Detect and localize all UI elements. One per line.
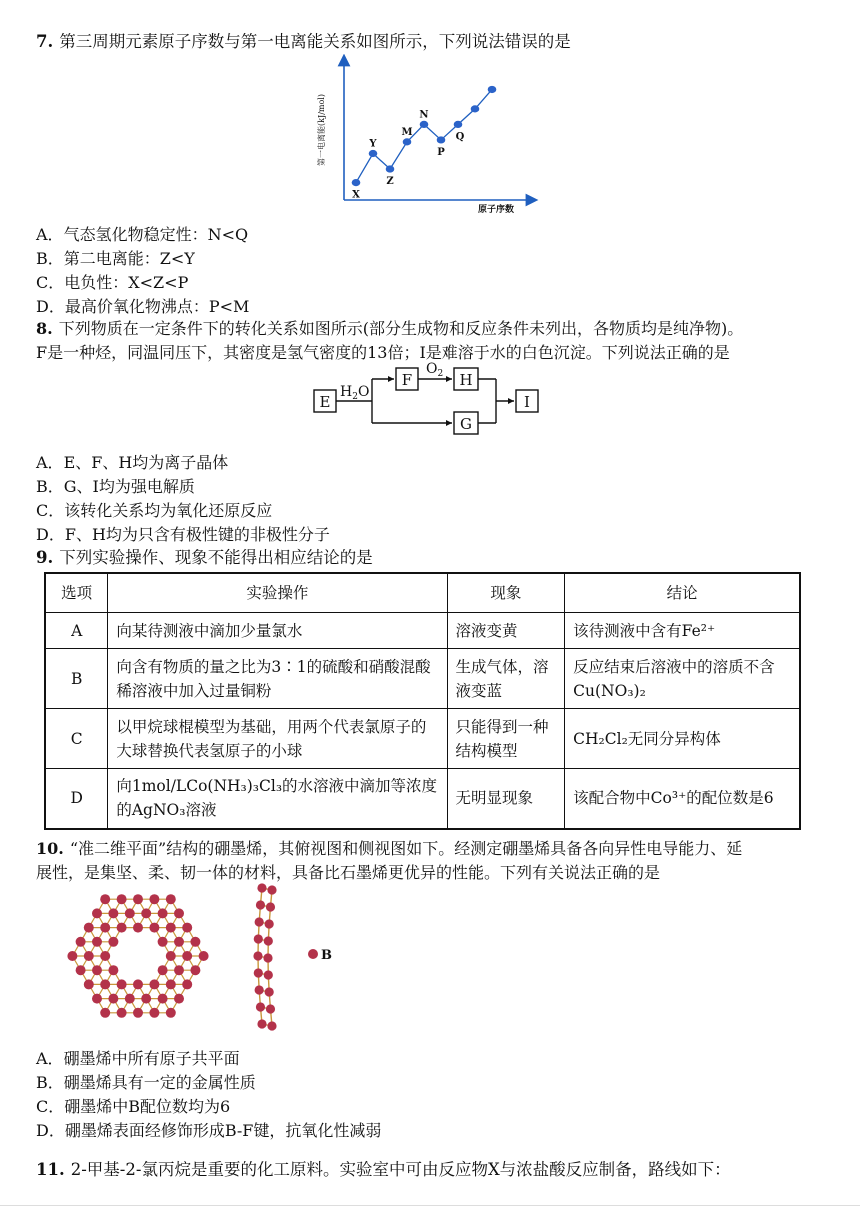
q7-option-a[interactable]: A．气态氢化物稳定性：N<Q xyxy=(36,225,249,244)
question-8-stem-line1: 8. 下列物质在一定条件下的转化关系如图所示(部分生成物和反应条件未列出，各物质均是纯净物)。 xyxy=(36,319,744,338)
atom xyxy=(182,951,192,961)
page-bottom-edge xyxy=(0,1205,860,1206)
atom xyxy=(158,937,168,947)
table-row: C 以甲烷球棍模型为基础，用两个代表氯原子的大球替换代表氢原子的小球 只能得到一种结构模型 CH₂Cl₂无同分异构体 xyxy=(45,709,800,769)
atom xyxy=(100,923,110,933)
atom xyxy=(174,937,184,947)
experiment-table xyxy=(44,572,801,830)
chart-series xyxy=(352,86,497,201)
atom xyxy=(158,994,168,1004)
atom xyxy=(264,936,273,945)
atom xyxy=(255,985,264,994)
atom xyxy=(264,970,273,979)
atom xyxy=(174,965,184,975)
q7-option-b[interactable]: B．第二电离能：Z<Y xyxy=(36,249,195,268)
atom xyxy=(265,987,274,996)
q10-option-a[interactable]: A．硼墨烯中所有原子共平面 xyxy=(36,1049,240,1068)
atom xyxy=(253,951,262,960)
atom xyxy=(149,923,159,933)
q10-option-d[interactable]: D．硼墨烯表面经修饰形成B-F键，抗氧化性减弱 xyxy=(36,1121,382,1140)
atom xyxy=(100,1008,110,1018)
label-g: G xyxy=(460,415,472,433)
table-row: B 向含有物质的量之比为3∶1的硫酸和硝酸混酸稀溶液中加入过量铜粉 生成气体，溶液变蓝 反应结束后溶液中的溶质不含Cu(NO₃)₂ xyxy=(45,649,800,709)
atom xyxy=(254,968,263,977)
atom xyxy=(265,919,274,928)
reagent-h2o: $H_2O$ xyxy=(340,384,370,402)
atom xyxy=(149,894,159,904)
question-11-stem: 11. 2-甲基-2-氯丙烷是重要的化工原料。实验室中可由反应物X与浓盐酸反应制备，路线如下： xyxy=(36,1160,731,1179)
y-axis-label: 第一电离能(kJ/mol) xyxy=(317,94,326,166)
atom xyxy=(256,1002,265,1011)
atom xyxy=(141,908,151,918)
boron-atom-icon xyxy=(308,949,318,959)
question-10-stem-line1: 10. “准二维平面”结构的硼墨烯，其俯视图和侧视图如下。经测定硼墨烯具备各向异性电导能力、延 xyxy=(36,839,743,858)
header-conclusion: 结论 xyxy=(565,573,800,613)
atom xyxy=(92,994,102,1004)
atom xyxy=(92,908,102,918)
point-label: Z xyxy=(386,176,394,188)
q8-option-b[interactable]: B．G、I均为强电解质 xyxy=(36,477,195,496)
atom xyxy=(67,951,77,961)
table-header-row xyxy=(45,573,800,613)
label-e: E xyxy=(319,393,331,411)
atom xyxy=(174,994,184,1004)
point-label: M xyxy=(401,126,413,138)
borophene-top-view xyxy=(67,894,208,1018)
atom xyxy=(174,908,184,918)
table-row: D 向1mol/LCo(NH₃)₃Cl₃的水溶液中滴加等浓度的AgNO₃溶液 无明显现象 该配合物中Co³⁺的配位数是6 xyxy=(45,769,800,829)
atom xyxy=(76,937,86,947)
atom xyxy=(92,965,102,975)
atom xyxy=(141,994,151,1004)
data-point xyxy=(488,86,497,93)
atom xyxy=(108,965,118,975)
atom xyxy=(182,923,192,933)
question-10-stem-line2: 展性，是集坚、柔、韧一体的材料，具备比石墨烯更优异的性能。下列有关说法正确的是 xyxy=(36,863,661,882)
atom xyxy=(133,894,143,904)
data-point xyxy=(420,121,429,128)
question-7-stem: 7. 第三周期元素原子序数与第一电离能关系如图所示，下列说法错误的是 xyxy=(36,32,571,51)
reagent-o2: $O_2$ xyxy=(426,361,444,379)
data-point xyxy=(454,121,463,128)
q7-option-c[interactable]: C．电负性：X<Z<P xyxy=(36,273,189,292)
series-line xyxy=(356,89,492,182)
atom xyxy=(190,937,200,947)
label-h: H xyxy=(459,371,473,389)
atom xyxy=(125,908,135,918)
header-operation: 实验操作 xyxy=(108,573,447,613)
x-axis-label: 原子序数 xyxy=(477,205,515,215)
atom xyxy=(84,951,94,961)
atom xyxy=(84,923,94,933)
atom xyxy=(256,900,265,909)
atom xyxy=(108,937,118,947)
atom xyxy=(190,965,200,975)
point-label: Y xyxy=(369,138,377,150)
atom xyxy=(84,979,94,989)
atom xyxy=(125,994,135,1004)
atom xyxy=(257,1019,266,1028)
atom xyxy=(133,1008,143,1018)
label-i: I xyxy=(524,393,530,411)
atom xyxy=(133,979,143,989)
atom xyxy=(254,934,263,943)
atom xyxy=(257,883,266,892)
atom xyxy=(100,894,110,904)
data-point xyxy=(437,136,446,143)
atom xyxy=(266,902,275,911)
atom xyxy=(166,951,176,961)
data-point xyxy=(352,179,361,186)
atom xyxy=(100,951,110,961)
atom xyxy=(117,894,127,904)
legend-b-label: B xyxy=(321,948,332,963)
point-label: N xyxy=(419,109,429,121)
atom xyxy=(255,917,264,926)
atom xyxy=(100,979,110,989)
label-f: F xyxy=(401,371,413,389)
atom xyxy=(149,1008,159,1018)
atom xyxy=(108,908,118,918)
borophene-side-view xyxy=(253,883,276,1030)
data-point xyxy=(471,105,480,112)
atom xyxy=(117,1008,127,1018)
atom xyxy=(166,1008,176,1018)
q7-option-d[interactable]: D．最高价氧化物沸点：P<M xyxy=(36,297,250,316)
q8-option-d[interactable]: D．F、H均为只含有极性键的非极性分子 xyxy=(36,525,330,544)
atom xyxy=(133,923,143,933)
atom xyxy=(199,951,209,961)
atom xyxy=(149,979,159,989)
header-option: 选项 xyxy=(45,573,108,613)
q10-option-b[interactable]: B．硼墨烯具有一定的金属性质 xyxy=(36,1073,256,1092)
q8-option-c[interactable]: C．该转化关系均为氧化还原反应 xyxy=(36,501,273,520)
question-9-stem: 9. 下列实验操作、现象不能得出相应结论的是 xyxy=(36,548,373,567)
header-phenomenon: 现象 xyxy=(447,573,565,613)
data-point xyxy=(403,138,412,145)
atom xyxy=(267,885,276,894)
atom xyxy=(266,1004,275,1013)
atom xyxy=(182,979,192,989)
conversion-diagram xyxy=(310,360,550,438)
atom xyxy=(76,965,86,975)
atom xyxy=(158,965,168,975)
atom xyxy=(117,979,127,989)
atom xyxy=(117,923,127,933)
atom xyxy=(267,1021,276,1030)
atom xyxy=(166,894,176,904)
borophene-structure-figure xyxy=(36,878,356,1040)
atom xyxy=(108,994,118,1004)
data-point xyxy=(386,165,395,172)
atom xyxy=(92,937,102,947)
q8-option-a[interactable]: A．E、F、H均为离子晶体 xyxy=(36,453,229,472)
table-row: A 向某待测液中滴加少量氯水 溶液变黄 该待测液中含有Fe²⁺ xyxy=(45,613,800,649)
question-8-stem-line2: F是一种烃，同温同压下，其密度是氢气密度的13倍；I是难溶于水的白色沉淀。下列说法正确的是 xyxy=(36,343,730,362)
ionization-energy-chart xyxy=(310,54,540,216)
atom xyxy=(158,908,168,918)
atom xyxy=(263,953,272,962)
point-label: Q xyxy=(455,131,465,143)
atom xyxy=(166,979,176,989)
atom xyxy=(166,923,176,933)
q10-option-c[interactable]: C．硼墨烯中B配位数均为6 xyxy=(36,1097,231,1116)
point-label: P xyxy=(437,146,445,158)
data-point xyxy=(369,150,378,157)
point-label: X xyxy=(352,189,360,201)
